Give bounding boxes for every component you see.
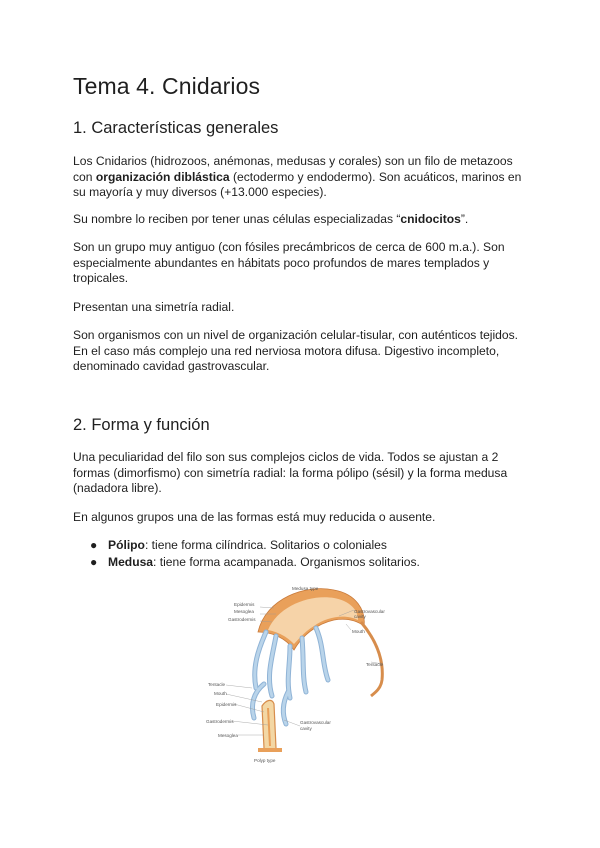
section-2-heading: 2. Forma y función [73, 416, 210, 434]
medusa-polyp-diagram [206, 580, 400, 770]
figure-label: Gastrodermis [206, 719, 234, 724]
cnidarian-forms-figure [206, 580, 400, 770]
section-1-paragraph-4: Presentan una simetría radial. [73, 300, 235, 314]
bullet-icon: ● [90, 554, 98, 569]
section-1-paragraph-5: Son organismos con un nivel de organización celular-tisular, con auténticos tejidos. En el caso más complejo una red nerviosa motora difusa. Digestivo incompleto, denominado cavidad gastrovascular. [73, 328, 519, 374]
figure-label: Mesoglea [234, 609, 254, 614]
figure-label: Epidermis [234, 602, 255, 607]
list-item: ● Pólipo: tiene forma cilíndrica. Solitarios o coloniales [90, 538, 387, 552]
figure-label: Mouth [214, 691, 227, 696]
figure-label: Gastrovascular [300, 720, 331, 725]
figure-label: Epidermis [216, 702, 237, 707]
form-bullet-list [90, 537, 510, 570]
list-item: ● Medusa: tiene forma acampanada. Organismos solitarios. [90, 554, 420, 569]
section-1-paragraph-2: Su nombre lo reciben por tener unas células especializadas “cnidocitos”. [73, 212, 469, 226]
figure-label: Tentacle [208, 682, 226, 687]
figure-label: cavity [300, 726, 312, 731]
page-title: Tema 4. Cnidarios [73, 73, 261, 99]
figure-label: Gastrodermis [228, 617, 256, 622]
figure-label: Gastrovascular [354, 609, 385, 614]
section-1-paragraph-3: Son un grupo muy antiguo (con fósiles precámbricos de cerca de 600 m.a.). Son especialmente abundantes en hábitats poco profundos de mares templados y tropicales. [73, 240, 505, 286]
section-2-paragraph-2: En algunos grupos una de las formas está muy reducida o ausente. [73, 510, 436, 524]
section-1-paragraph-1: Los Cnidarios (hidrozoos, anémonas, medusas y corales) son un filo de metazoos con organización diblástica (ectodermo y endodermo). Son acuáticos, marinos en su mayoría y muy diversos (+13.000 especies). [73, 154, 522, 200]
figure-label: Mouth [352, 629, 365, 634]
figure-label: Mesoglea [218, 733, 238, 738]
figure-label: Tentacle [366, 662, 384, 667]
polyp-base [258, 748, 282, 752]
figure-label: Medusa type [292, 586, 319, 591]
bullet-icon: ● [90, 538, 98, 552]
figure-label: Polyp type [254, 758, 276, 763]
section-2-paragraph-1: Una peculiaridad del filo son sus complejos ciclos de vida. Todos se ajustan a 2 formas (dimorfismo) con simetría radial: la forma pólipo (sésil) y la forma medusa (nadadora libre). [73, 450, 508, 496]
section-1-heading: 1. Características generales [73, 119, 279, 137]
figure-label: cavity [354, 614, 366, 619]
